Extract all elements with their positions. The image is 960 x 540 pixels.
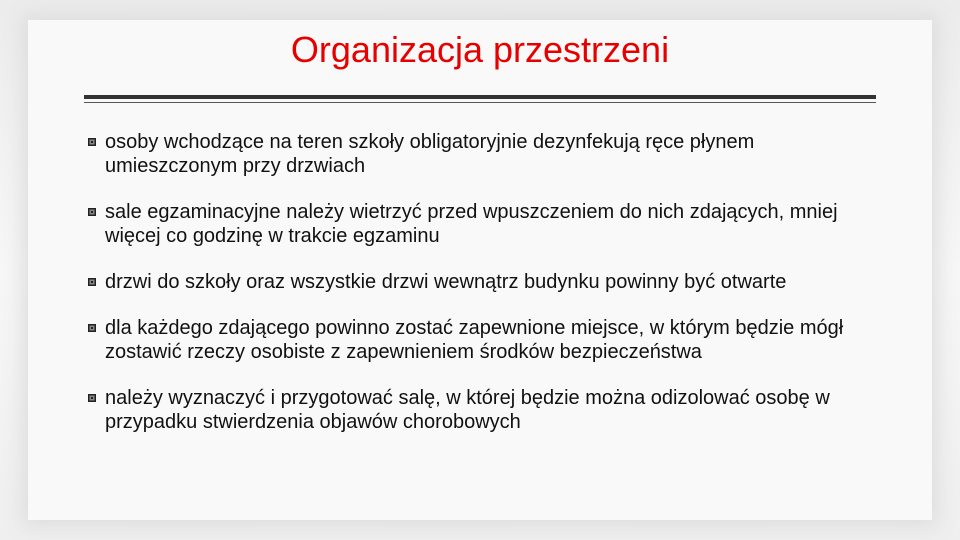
bullet-text: osoby wchodzące na teren szkoły obligatoryjnie dezynfekują ręce płynem umieszczonym przy drzwiach <box>105 131 755 177</box>
slide-title: Organizacja przestrzeni <box>290 29 670 70</box>
square-bullet-icon <box>88 278 96 286</box>
square-bullet-icon <box>88 394 96 402</box>
list-item <box>86 200 876 248</box>
title-divider-thin <box>84 102 876 103</box>
square-bullet-icon <box>88 138 96 146</box>
list-item <box>86 130 876 178</box>
bullet-text: należy wyznaczyć i przygotować salę, w której będzie można odizolować osobę w przypadku stwierdzenia objawów chorobowych <box>105 387 830 433</box>
bullet-list <box>86 130 876 456</box>
square-bullet-icon <box>88 208 96 216</box>
bullet-text: drzwi do szkoły oraz wszystkie drzwi wewnątrz budynku powinny być otwarte <box>105 271 787 293</box>
list-item <box>86 386 876 434</box>
list-item <box>86 316 876 364</box>
bullet-text: dla każdego zdającego powinno zostać zapewnione miejsce, w którym będzie mógł zostawić rzeczy osobiste z zapewnieniem środków bezpieczeństwa <box>105 317 844 363</box>
square-bullet-icon <box>88 324 96 332</box>
title-divider-thick <box>84 95 876 99</box>
list-item <box>86 270 876 294</box>
bullet-text: sale egzaminacyjne należy wietrzyć przed wpuszczeniem do nich zdających, mniej więcej co godzinę w trakcie egzaminu <box>105 201 838 247</box>
